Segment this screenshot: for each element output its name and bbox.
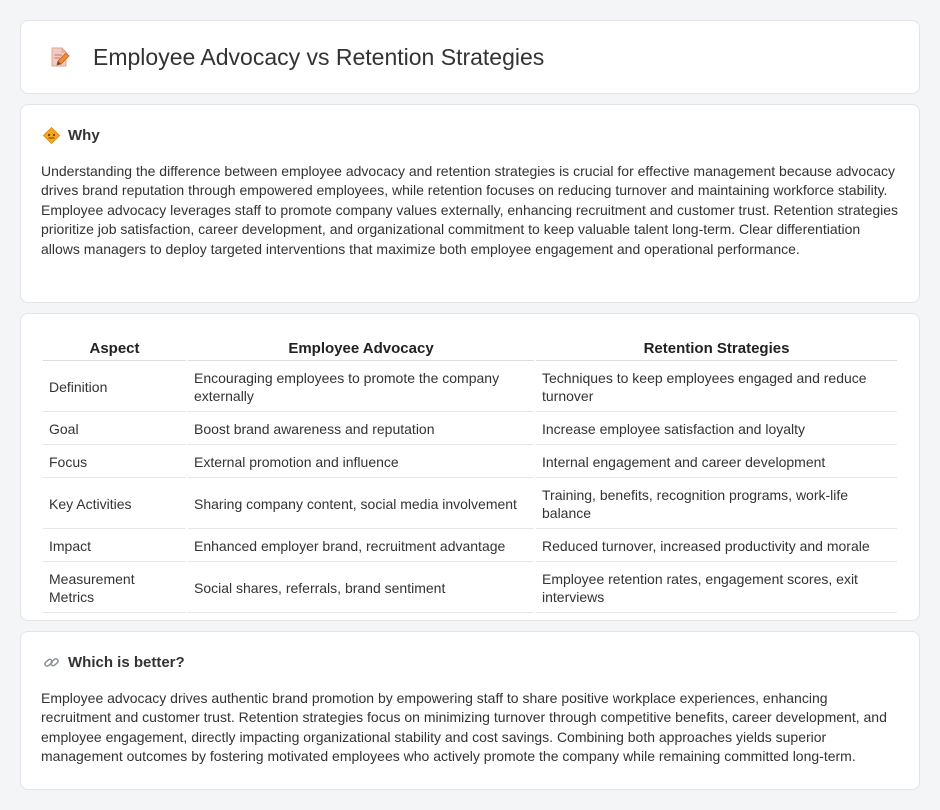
which-is-better-heading: Which is better?	[68, 654, 185, 671]
why-text: Understanding the difference between employee advocacy and retention strategies is crucial for effective management because advocacy drives brand reputation through empowered employees, while retention focuses on reducing turnover and maintaining workforce stability. Employee advocacy leverages staff to promote company values externally, enhancing recruitment and customer trust. Retention strategies prioritize job satisfaction, career development, and organizational commitment to keep valuable talent long-term. Clear differentiation allows managers to deploy targeted interventions that maximize both employee engagement and operational performance.	[41, 163, 899, 257]
row-retention: Internal engagement and career development	[536, 447, 897, 478]
row-retention: Employee retention rates, engagement scores, exit interviews	[536, 564, 897, 613]
link-icon	[43, 654, 60, 671]
comparison-table	[41, 336, 899, 615]
which-is-better-text: Employee advocacy drives authentic brand promotion by empowering staff to share positive workplace experiences, enhancing recruitment and customer trust. Retention strategies focus on minimizing turnover through competitive benefits, career development, and employee engagement, directly impacting organizational stability and cost savings. Combining both approaches yields superior management outcomes by fostering motivated employees who actively promote the company while remaining committed long-term.	[41, 690, 887, 765]
row-advocacy: Sharing company content, social media involvement	[188, 480, 534, 529]
which-is-better-section	[20, 631, 920, 790]
row-retention: Training, benefits, recognition programs, work-life balance	[536, 480, 897, 529]
table-row	[43, 564, 897, 613]
table-row	[43, 480, 897, 529]
document-edit-icon	[48, 46, 70, 68]
row-advocacy: External promotion and influence	[188, 447, 534, 478]
diamond-warning-icon	[43, 127, 60, 144]
row-aspect: Goal	[43, 414, 186, 445]
header-aspect: Aspect	[43, 338, 186, 361]
table-row	[43, 414, 897, 445]
table-header-row	[43, 338, 897, 361]
page-title: Employee Advocacy vs Retention Strategies	[93, 43, 545, 70]
row-advocacy: Enhanced employer brand, recruitment advantage	[188, 531, 534, 562]
why-section	[20, 104, 920, 303]
row-aspect: Key Activities	[43, 480, 186, 529]
row-retention: Reduced turnover, increased productivity and morale	[536, 531, 897, 562]
header-retention-strategies: Retention Strategies	[536, 338, 897, 361]
row-aspect: Impact	[43, 531, 186, 562]
row-advocacy: Encouraging employees to promote the company externally	[188, 363, 534, 412]
comparison-section	[20, 313, 920, 621]
row-advocacy: Social shares, referrals, brand sentiment	[188, 564, 534, 613]
row-aspect: Definition	[43, 363, 186, 412]
title-card	[20, 20, 920, 94]
table-row	[43, 531, 897, 562]
row-retention: Techniques to keep employees engaged and reduce turnover	[536, 363, 897, 412]
table-row	[43, 363, 897, 412]
header-employee-advocacy: Employee Advocacy	[188, 338, 534, 361]
row-aspect: Measurement Metrics	[43, 564, 186, 613]
row-advocacy: Boost brand awareness and reputation	[188, 414, 534, 445]
why-heading: Why	[68, 127, 100, 144]
table-row	[43, 447, 897, 478]
row-aspect: Focus	[43, 447, 186, 478]
row-retention: Increase employee satisfaction and loyalty	[536, 414, 897, 445]
